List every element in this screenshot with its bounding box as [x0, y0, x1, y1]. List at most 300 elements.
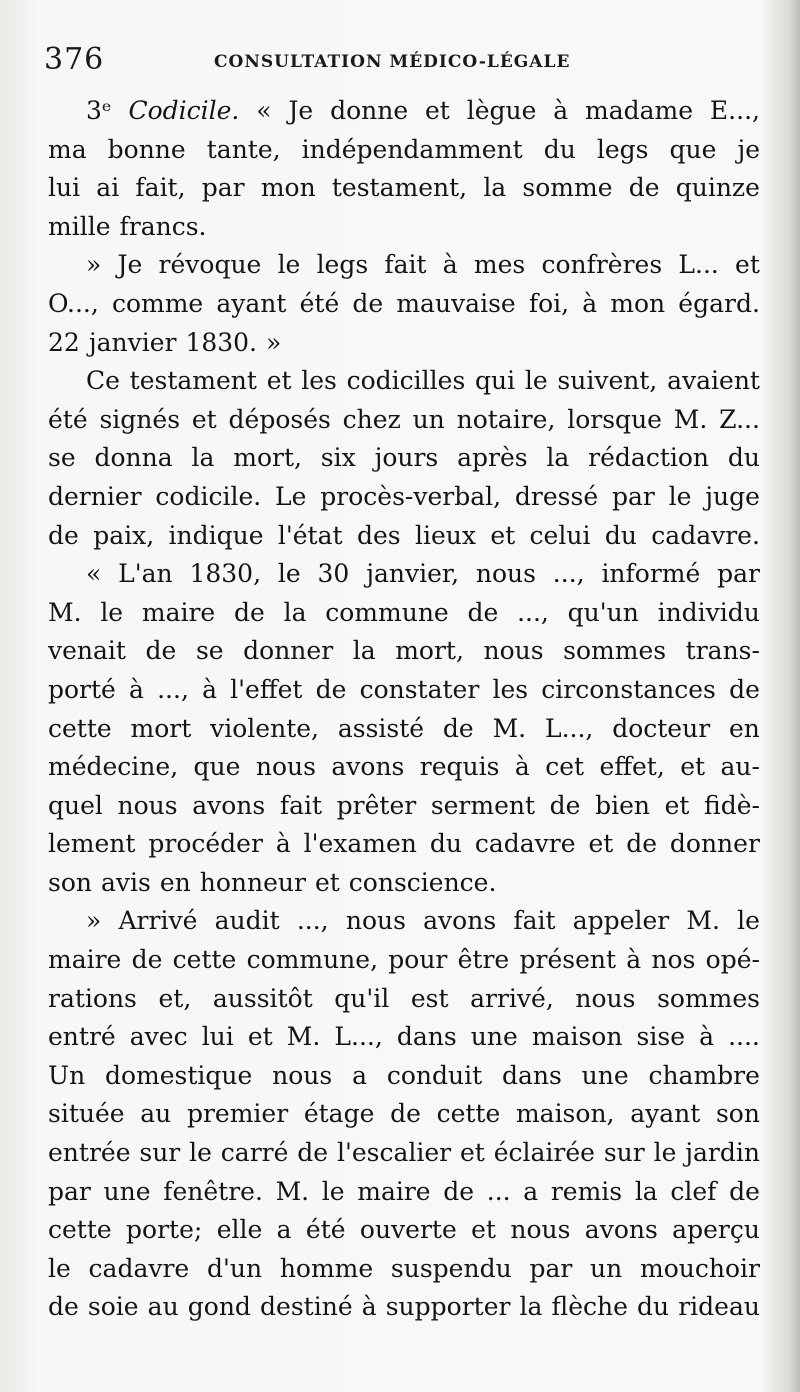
text-line [48, 555, 760, 594]
word: chez [342, 404, 401, 434]
word: supporter [385, 1292, 511, 1322]
word: maison [531, 1022, 623, 1052]
word: de [628, 173, 660, 203]
word: M. [275, 1176, 310, 1206]
word: et [191, 404, 217, 434]
word: le [277, 559, 301, 589]
word: avec [129, 1022, 188, 1052]
word: avis [100, 867, 151, 897]
word: été [305, 1215, 346, 1245]
word: à [202, 674, 217, 704]
word: ma [48, 134, 87, 164]
word: un [412, 404, 445, 434]
word: Je [288, 96, 314, 125]
word: appeler [572, 906, 670, 936]
word: l'effet [230, 674, 303, 704]
word: la [519, 1292, 543, 1322]
word: entré [48, 1022, 116, 1052]
word: à [553, 96, 569, 125]
word: se [195, 636, 224, 666]
word: lement [48, 829, 136, 859]
word: E..., [709, 96, 760, 125]
word: lieux [414, 520, 476, 550]
word: chambre [648, 1060, 760, 1090]
word: dans [501, 1060, 562, 1090]
word: je [737, 134, 760, 164]
word: déposés [228, 404, 331, 434]
word: de [145, 636, 177, 666]
word: fenêtre. [163, 1176, 263, 1206]
word: conduit [386, 1060, 483, 1090]
word: du [604, 520, 637, 550]
word: avons [584, 1215, 658, 1245]
word: étage [303, 1099, 375, 1129]
word: donne [330, 96, 409, 125]
word: au [140, 1099, 172, 1129]
word: à [442, 250, 458, 280]
word: madame [585, 96, 694, 125]
word: et [588, 829, 614, 859]
word: nous [575, 983, 636, 1013]
word: cette [48, 713, 112, 743]
word: le [48, 1253, 71, 1283]
word: ayant [630, 1099, 701, 1129]
word: au- [720, 752, 760, 782]
word: de [626, 829, 657, 859]
word: Arrivé [118, 906, 198, 936]
word: indique [168, 520, 264, 550]
word: flèche [551, 1292, 628, 1322]
word: bien [595, 790, 650, 820]
word: somme [522, 173, 613, 203]
text-line [48, 246, 760, 285]
word: destiné [260, 1292, 353, 1322]
word: francs. [119, 211, 207, 241]
word: en [159, 867, 191, 897]
word: six [320, 443, 356, 473]
word: et [266, 366, 292, 396]
word: donner [243, 636, 334, 666]
word: maison, [515, 1099, 615, 1129]
word: nous [117, 790, 178, 820]
word: et [247, 1022, 273, 1052]
word: L..., [334, 1022, 383, 1052]
text-line [48, 902, 760, 941]
word: dans [396, 1022, 457, 1052]
word: foi, [528, 288, 570, 318]
word: juge [705, 481, 760, 511]
word: l'escalier [336, 1138, 452, 1168]
word: se [48, 443, 76, 473]
word: 22 [48, 327, 80, 357]
word: celui [529, 520, 591, 550]
word: gond [187, 1292, 251, 1322]
word: et [471, 1215, 496, 1245]
word: nous [272, 1060, 333, 1090]
word: quel [48, 790, 103, 820]
word: sommes [657, 983, 760, 1013]
text-line [48, 1250, 760, 1289]
text-line [48, 1211, 760, 1250]
word: à [699, 1022, 714, 1052]
word: dernier [48, 481, 142, 511]
word: le [653, 1138, 677, 1168]
word: trans- [685, 636, 760, 666]
word: que [669, 134, 717, 164]
word: nous [475, 559, 536, 589]
word: ouverte [359, 1215, 457, 1245]
word: bonne [107, 134, 186, 164]
word: la [191, 443, 215, 473]
text-line [48, 401, 760, 440]
text-line [48, 825, 760, 864]
word: L'an [118, 559, 173, 589]
word: indépendamment [301, 134, 523, 164]
word: la [634, 1176, 658, 1206]
word: l'examen [303, 829, 417, 859]
page-number: 376 [44, 42, 105, 77]
word: de [352, 288, 384, 318]
word: révoque [158, 250, 262, 280]
word: mes [473, 250, 526, 280]
word: le [737, 906, 760, 936]
word: serment [430, 790, 536, 820]
text-line [48, 710, 760, 749]
word: legs [316, 250, 369, 280]
word: égard. [678, 288, 760, 318]
word: fidè- [704, 790, 760, 820]
word: maire [48, 945, 122, 975]
word: ai [96, 173, 120, 203]
word: jours [374, 443, 439, 473]
word: jardin [685, 1138, 760, 1168]
word: ..., [157, 674, 189, 704]
word: son [715, 1099, 760, 1129]
text-line [48, 1134, 760, 1173]
text-line [48, 169, 760, 208]
word: nous [483, 636, 544, 666]
word: sur [139, 1138, 181, 1168]
text-line [48, 748, 760, 787]
word: à [129, 674, 144, 704]
word: et [425, 96, 450, 125]
word: le [668, 481, 692, 511]
word: le [321, 1176, 345, 1206]
word: et [490, 520, 516, 550]
text-line [48, 632, 760, 671]
word: mort, [233, 443, 302, 473]
word: la [483, 173, 507, 203]
text-line [48, 1095, 760, 1134]
word: cadavre [88, 1253, 190, 1283]
word: mauvaise [396, 288, 516, 318]
word: de [315, 674, 347, 704]
running-title: CONSULTATION MÉDICO-LÉGALE [214, 52, 571, 72]
text-line [48, 1288, 760, 1327]
word: du [429, 829, 462, 859]
word: de [549, 790, 581, 820]
word: qu'un [567, 597, 639, 627]
word: » [86, 906, 102, 936]
word: effet, [599, 752, 665, 782]
word: par [201, 173, 245, 203]
word: mille [48, 211, 111, 241]
word: lui [201, 1022, 234, 1052]
word: du [727, 443, 760, 473]
word: et [459, 1138, 485, 1168]
word: de [729, 1176, 760, 1206]
word: par [48, 1176, 91, 1206]
word: codicile. [155, 481, 262, 511]
word: les [301, 366, 337, 396]
text-line [48, 478, 760, 517]
word: lègue [466, 96, 537, 125]
word: testament [129, 366, 257, 396]
word: a [352, 1060, 367, 1090]
word: été [299, 288, 340, 318]
word: avaient [667, 366, 760, 396]
word: M. [492, 713, 527, 743]
word: honneur [199, 867, 306, 897]
word: l'état [277, 520, 343, 550]
word: cadavre [474, 829, 576, 859]
word: de [443, 1176, 475, 1206]
word: par [529, 1253, 573, 1283]
word: de [297, 1138, 329, 1168]
word: a [276, 1215, 292, 1245]
word: de [467, 597, 499, 627]
word: comme [111, 288, 204, 318]
word: » [266, 327, 282, 357]
text-line [48, 92, 760, 131]
word: fait [279, 790, 323, 820]
word: constater [359, 674, 480, 704]
word: audit [214, 906, 280, 936]
word: à [275, 829, 291, 859]
word: sommes [563, 636, 667, 666]
word: de [48, 520, 79, 550]
word: legs [596, 134, 649, 164]
running-head [44, 42, 760, 78]
word: janvier [88, 327, 177, 357]
word: et [735, 250, 760, 280]
word: signés [99, 404, 181, 434]
word: son [48, 867, 92, 897]
word: lorsque [567, 404, 662, 434]
word: le [277, 250, 301, 280]
word: à [626, 945, 642, 975]
word: tante, [206, 134, 281, 164]
word: ayant [216, 288, 287, 318]
word: prêter [336, 790, 417, 820]
word: codicilles [346, 366, 466, 396]
word: cette [48, 1215, 112, 1245]
text-line [48, 208, 760, 247]
word: une [470, 1022, 518, 1052]
word: mon [610, 288, 666, 318]
word: M. [286, 1022, 321, 1052]
word: lui [48, 173, 81, 203]
word: à [582, 288, 598, 318]
word: venait [48, 636, 126, 666]
word: Le [275, 481, 307, 511]
word: .... [728, 1022, 760, 1052]
word: le [189, 1138, 212, 1168]
word: rations [48, 983, 137, 1013]
word: présent [519, 945, 617, 975]
word: de [729, 674, 760, 704]
word: nous [255, 752, 316, 782]
text-line [48, 439, 760, 478]
word: de [234, 597, 265, 627]
word: par [611, 481, 655, 511]
word: cette [436, 1099, 501, 1129]
word: commune, [246, 945, 379, 975]
word: testament, [331, 173, 468, 203]
word: rideau [678, 1292, 760, 1322]
word: fait, [135, 173, 186, 203]
word: que [193, 752, 241, 782]
word: par [717, 559, 760, 589]
text-line [48, 980, 760, 1019]
word: été [48, 404, 88, 434]
text-line [48, 131, 760, 170]
text-line [48, 787, 760, 826]
word: mort [130, 713, 192, 743]
word: de [390, 1099, 421, 1129]
word: Ce [86, 366, 120, 396]
word: avons [331, 752, 405, 782]
word: individu [657, 597, 760, 627]
word: ..., [296, 906, 329, 936]
word: suspendu [390, 1253, 512, 1283]
word: nos [651, 945, 696, 975]
word: M. [48, 597, 82, 627]
word: médecine, [48, 752, 179, 782]
word: confrères [541, 250, 663, 280]
word: ..., [517, 597, 549, 627]
word: Je [117, 250, 143, 280]
text-line [48, 941, 760, 980]
word: aperçu [672, 1215, 760, 1245]
word: ..., [552, 559, 585, 589]
word: notaire, [456, 404, 556, 434]
word: Codicile. [128, 96, 240, 125]
text-line [48, 285, 760, 324]
word: pour [388, 945, 448, 975]
text-line [48, 671, 760, 710]
word: qui [475, 366, 516, 396]
word: de [131, 945, 163, 975]
word: en [729, 713, 760, 743]
word: entrée [48, 1138, 131, 1168]
word: maire [141, 597, 216, 627]
word: nous [510, 1215, 571, 1245]
word: porté [48, 674, 116, 704]
word: procéder [148, 829, 263, 859]
word: un [590, 1253, 623, 1283]
word: M. [673, 404, 708, 434]
word: remis [550, 1176, 623, 1206]
word: informé [601, 559, 701, 589]
text-line [48, 1173, 760, 1212]
text-line [48, 1018, 760, 1057]
word: 1830. [185, 327, 258, 357]
word: dressé [514, 481, 599, 511]
word: qu'il [334, 983, 390, 1013]
word: circonstances [541, 674, 716, 704]
word: la [352, 636, 376, 666]
word: L... [678, 250, 719, 280]
word: fait [513, 906, 556, 936]
word: nous [345, 906, 406, 936]
word: maire [357, 1176, 431, 1206]
text-line [48, 324, 760, 363]
word: de [48, 1292, 79, 1322]
word: M. [686, 906, 720, 936]
word: porte; [126, 1215, 203, 1245]
word: elle [216, 1215, 263, 1245]
word: et [314, 867, 340, 897]
word: une [581, 1060, 629, 1090]
word: L..., [544, 713, 594, 743]
word: 30 [317, 559, 350, 589]
text-line [48, 864, 760, 903]
word: mort, [395, 636, 464, 666]
word: O..., [48, 288, 99, 318]
word: cet [545, 752, 585, 782]
text-line [48, 517, 760, 556]
word: à [514, 752, 530, 782]
word: rédaction [588, 443, 710, 473]
word: la [283, 597, 307, 627]
body-text [48, 92, 760, 1327]
word: une [103, 1176, 151, 1206]
text-line [48, 362, 760, 401]
word: d'un [206, 1253, 263, 1283]
word: conscience. [348, 867, 497, 897]
word: cette [172, 945, 237, 975]
text-line [48, 1057, 760, 1096]
word: mouchoir [640, 1253, 760, 1283]
word: 3ᵉ [86, 96, 112, 125]
word: ... [486, 1176, 511, 1206]
word: docteur [612, 713, 711, 743]
word: 1830, [189, 559, 262, 589]
word: mon [260, 173, 316, 203]
word: à [361, 1292, 377, 1322]
word: clef [670, 1176, 717, 1206]
word: et [664, 790, 690, 820]
word: et, [158, 983, 192, 1013]
word: domestique [105, 1060, 253, 1090]
word: opé- [705, 945, 760, 975]
word: être [457, 945, 510, 975]
word: et [680, 752, 706, 782]
word: aussitôt [212, 983, 313, 1013]
word: suivent, [557, 366, 658, 396]
word: carré [220, 1138, 289, 1168]
word: premier [186, 1099, 289, 1129]
word: paix, [93, 520, 155, 550]
word: procès-verbal, [320, 481, 502, 511]
word: a [523, 1176, 539, 1206]
word: soie [87, 1292, 139, 1322]
word: Un [48, 1060, 86, 1090]
word: « [256, 96, 272, 125]
word: avons [423, 906, 497, 936]
word: requis [419, 752, 500, 782]
